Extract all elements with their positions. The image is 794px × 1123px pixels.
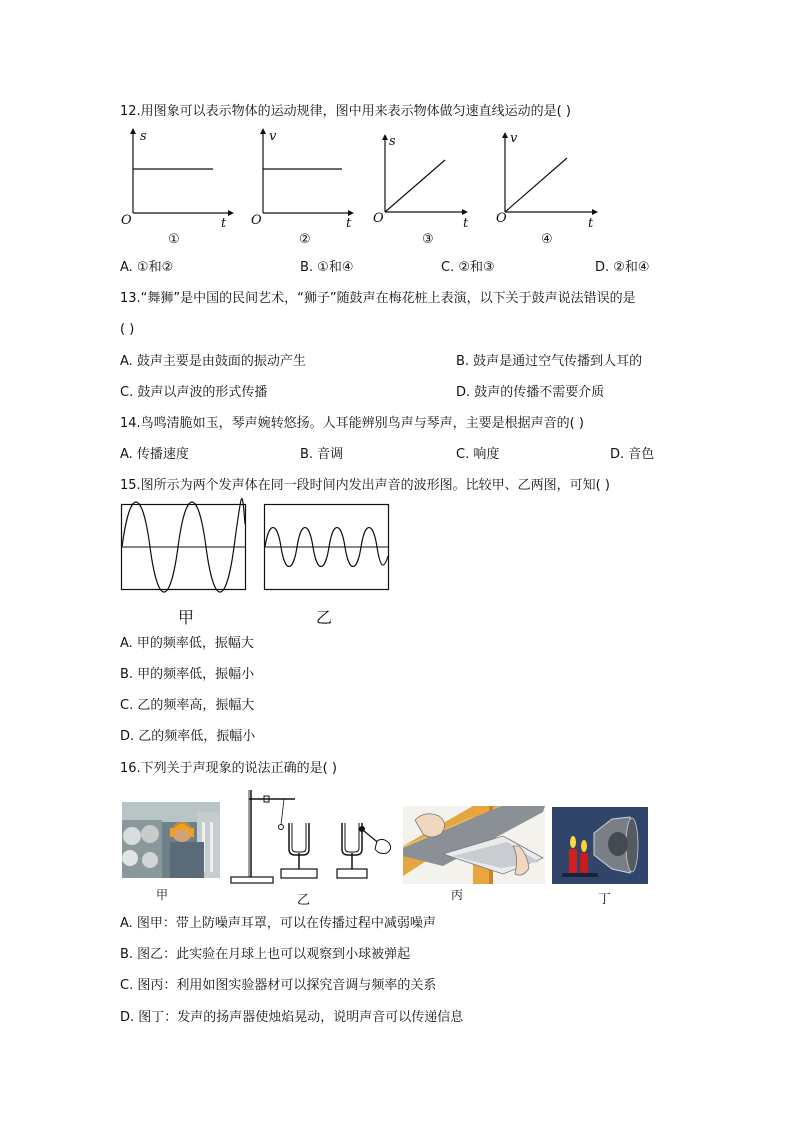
q16-caption-bing: 丙 xyxy=(451,888,464,902)
q16-image-bing-ruler-photo xyxy=(403,806,545,884)
q15-option-d: D. 乙的频率低，振幅小 xyxy=(120,729,256,744)
q12-graph2-caption: ② xyxy=(299,232,311,247)
q12-graph-3 xyxy=(372,128,472,231)
q16-option-a: A. 图甲：带上防噪声耳罩，可以在传播过程中减弱噪声 xyxy=(120,916,436,931)
q13-option-b: B. 鼓声是通过空气传播到人耳的 xyxy=(456,354,643,369)
q16-option-b: B. 图乙：此实验在月球上也可以观察到小球被弹起 xyxy=(120,947,411,962)
q15-option-a: A. 甲的频率低，振幅大 xyxy=(120,636,254,651)
q14-option-c: C. 响度 xyxy=(456,447,500,462)
q12-graph1-caption: ① xyxy=(168,232,180,247)
q16-caption-jia: 甲 xyxy=(156,888,169,902)
q15-waveform-jia xyxy=(121,504,246,590)
q12-graph2-ylabel: v xyxy=(269,129,277,144)
q13-option-c: C. 鼓声以声波的形式传播 xyxy=(120,385,268,400)
q12-graph3-caption: ③ xyxy=(422,232,434,247)
q12-option-a: A. ①和② xyxy=(120,260,174,275)
q12-option-d: D. ②和④ xyxy=(595,260,650,275)
q12-graph4-caption: ④ xyxy=(541,232,553,247)
q12-graph1-xlabel: t xyxy=(221,216,227,231)
q16-stem: 16.下列关于声现象的说法正确的是( ) xyxy=(120,761,337,776)
q12-graph1-origin: O xyxy=(121,213,132,228)
q12-graph4-ylabel: v xyxy=(510,131,518,146)
q12-option-b: B. ①和④ xyxy=(300,260,354,275)
q12-stem: 12.用图象可以表示物体的运动规律，图中用来表示物体做匀速直线运动的是( ) xyxy=(120,104,571,119)
q15-caption-yi: 乙 xyxy=(316,608,333,627)
q16-caption-yi: 乙 xyxy=(297,893,311,908)
q14-option-d: D. 音色 xyxy=(610,447,655,462)
q13-stem-line2: ( ) xyxy=(120,322,135,337)
q12-graph1-ylabel: s xyxy=(140,129,147,144)
q13-stem-line1: 13.“舞狮”是中国的民间艺术，“狮子”随鼓声在梅花桩上表演，以下关于鼓声说法错误的是 xyxy=(120,291,636,306)
q12-graph-4 xyxy=(492,128,602,231)
q15-option-b: B. 甲的频率低，振幅小 xyxy=(120,667,255,682)
q16-caption-ding: 丁 xyxy=(598,892,612,907)
q12-graph3-ylabel: s xyxy=(389,134,396,149)
q12-graph-1 xyxy=(120,128,230,231)
q12-option-c: C. ②和③ xyxy=(441,260,495,275)
q12-graph4-origin: O xyxy=(496,211,507,226)
q12-graph2-xlabel: t xyxy=(346,216,352,231)
q15-caption-jia: 甲 xyxy=(178,608,195,627)
q16-image-yi-tuning-fork-diagram xyxy=(229,785,395,885)
q16-option-c: C. 图丙：利用如图实验器材可以探究音调与频率的关系 xyxy=(120,978,437,993)
q12-graph3-xlabel: t xyxy=(463,216,469,231)
q12-graph-2 xyxy=(250,128,360,231)
q14-stem: 14.鸟鸣清脆如玉，琴声婉转悠扬。人耳能辨别鸟声与琴声，主要是根据声音的( ) xyxy=(120,416,584,431)
q12-graph2-origin: O xyxy=(251,213,262,228)
q12-graph3-origin: O xyxy=(373,211,384,226)
q14-option-a: A. 传播速度 xyxy=(120,447,189,462)
q13-option-d: D. 鼓声的传播不需要介质 xyxy=(456,385,605,400)
q15-waveform-yi xyxy=(264,504,389,590)
q14-option-b: B. 音调 xyxy=(300,447,344,462)
q16-image-jia-worker-photo xyxy=(122,802,220,878)
q15-option-c: C. 乙的频率高，振幅大 xyxy=(120,698,255,713)
q16-option-d: D. 图丁：发声的扬声器使烛焰晃动，说明声音可以传递信息 xyxy=(120,1010,464,1025)
q13-option-a: A. 鼓声主要是由鼓面的振动产生 xyxy=(120,354,306,369)
q12-graph4-xlabel: t xyxy=(588,216,594,231)
q15-stem: 15.图所示为两个发声体在同一段时间内发出声音的波形图。比较甲、乙两图，可知( ) xyxy=(120,478,610,493)
q16-image-ding-speaker-candle-photo xyxy=(552,807,648,884)
